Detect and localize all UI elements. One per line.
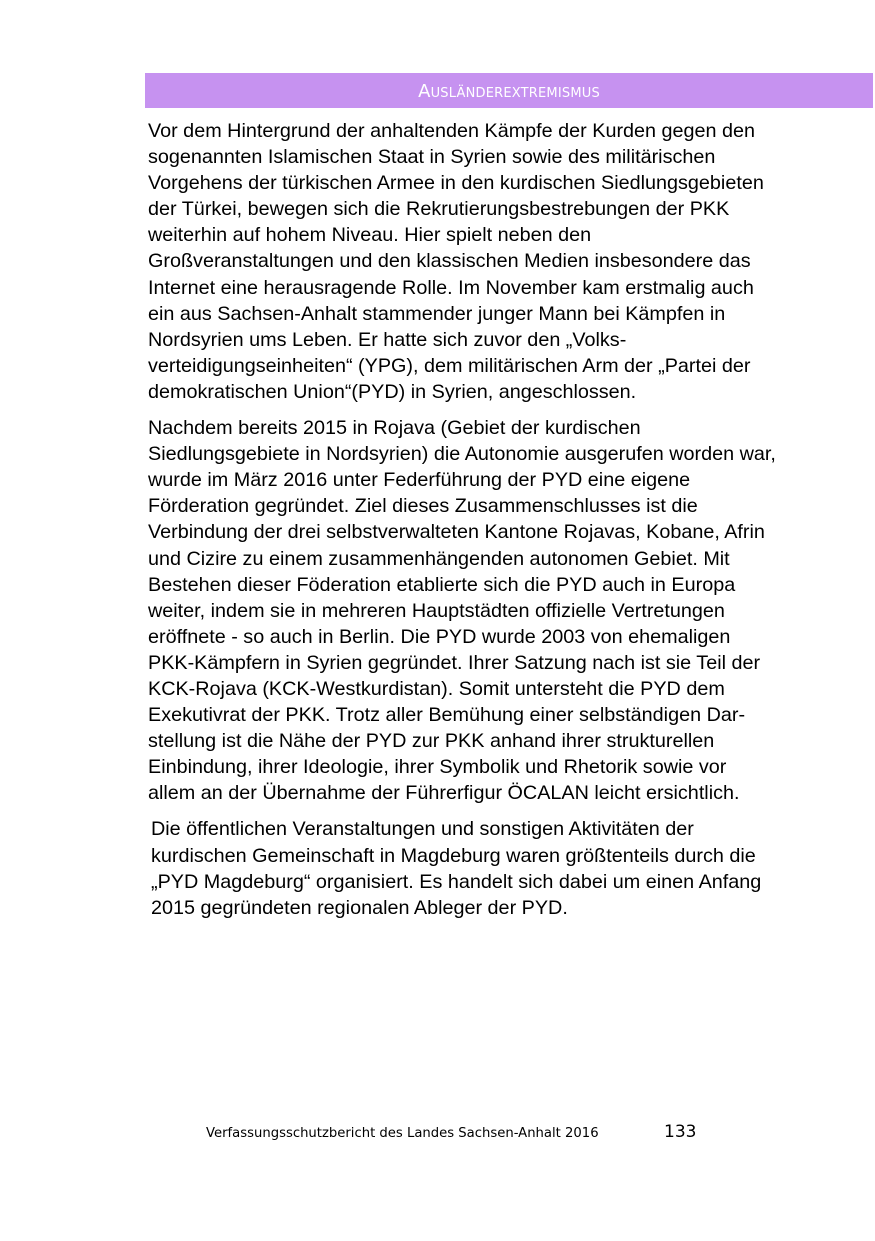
page-number: 133 — [664, 1122, 697, 1142]
main-body — [148, 118, 778, 931]
paragraph-pkk-recruitment: Vor dem Hintergrund der anhaltenden Kämpfe der Kurden gegen den sogenannten Islamischen Staat in Syrien sowie des militärischen Vorgehens der türkischen Armee in den kurdischen Siedlungsgebieten der Türkei, bewegen sich die Rekrutierungsbestrebungen der PKK weiterhin auf hohem Niveau. Hier spielt neben den Großveranstaltungen und den klassischen Medien insbesondere das Internet eine herausragende Rolle. Im November kam erstmalig auch ein aus Sachsen-Anhalt stammender junger Mann bei Kämpfen in Nordsyrien ums Leben. Er hatte sich zuvor den „Volksverteidigungseinheiten“ (YPG), dem militärischen Arm der „Partei der demokratischen Union“(PYD) in Syrien, angeschlossen. — [148, 120, 764, 403]
paragraph-pyd-federation: Nachdem bereits 2015 in Rojava (Gebiet der kurdischen Siedlungsgebiete in Nordsyrien) die Autonomie ausgerufen worden war, wurde im März 2016 unter Federführung der PYD eine eigene Förderation gegründet. Ziel dieses Zusammenschlusses ist die Verbindung der drei selbstverwalteten Kantone Rojavas, Kobane, Afrin und Cizire zu einem zusammenhängenden autonomen Gebiet. Mit Bestehen dieser Föderation etablierte sich die PYD auch in Europa weiter, indem sie in mehreren Hauptstädten offizielle Vertretungen eröffnete - so auch in Berlin. Die PYD wurde 2003 von ehemaligen PKK-Kämpfern in Syrien gegründet. Ihrer Satzung nach ist sie Teil der KCK-Rojava (KCK-Westkurdistan). Somit untersteht die PYD dem Exekutivrat der PKK. Trotz aller Bemühung einer selbständigen Darstellung ist die Nähe der PYD zur PKK anhand ihrer strukturellen Einbindung, ihrer Ideologie, ihrer Symbolik und Rhetorik sowie vor allem an der Übernahme der Führerfigur ÖCALAN leicht ersichtlich. — [148, 417, 776, 805]
page-footer — [0, 1122, 875, 1146]
footer-publication-title: Verfassungsschutzbericht des Landes Sachsen-Anhalt 2016 — [206, 1126, 599, 1141]
paragraph-pyd-magdeburg: Die öffentlichen Veranstaltungen und sonstigen Aktivitäten der kurdischen Gemeinschaft in Magdeburg waren größtenteils durch die „PYD Magdeburg“ organisiert. Es handelt sich dabei um einen Anfang 2015 gegründeten regionalen Ableger der PYD. — [151, 818, 762, 919]
section-header-banner: Ausländerextremismus — [145, 73, 873, 108]
